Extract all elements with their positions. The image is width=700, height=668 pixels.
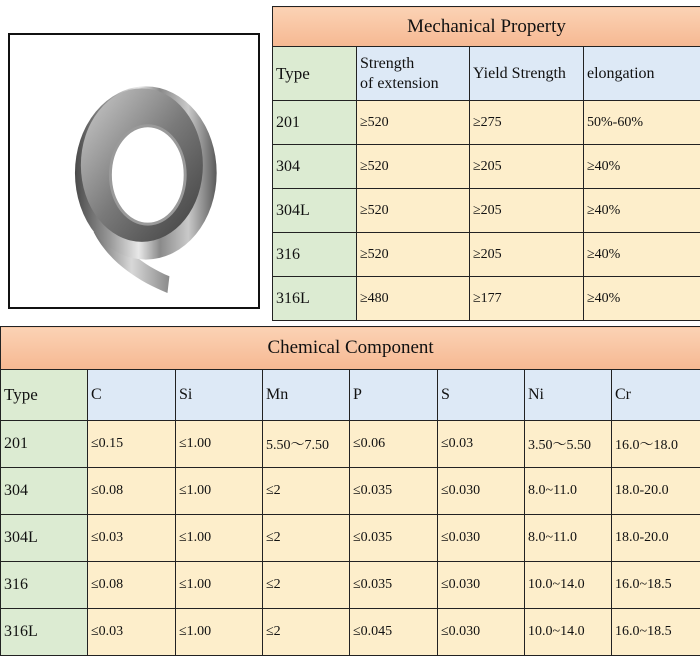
mech-value-cell: ≥177 xyxy=(470,277,584,321)
mech-value-cell: ≥40% xyxy=(584,145,700,189)
chem-row xyxy=(1,468,700,515)
chem-value-cell: 10.0~14.0 xyxy=(525,562,612,609)
chem-value-cell: 16.0~18.5 xyxy=(612,562,700,609)
chem-value-cell: ≤1.00 xyxy=(176,609,263,656)
chem-value-cell: ≤0.06 xyxy=(350,421,438,468)
chem-value-cell: ≤2 xyxy=(263,562,350,609)
mech-value-cell: ≥40% xyxy=(584,189,700,233)
mechanical-title: Mechanical Property xyxy=(273,7,700,47)
mech-row xyxy=(273,145,700,189)
mech-value-cell: ≥40% xyxy=(584,277,700,321)
chem-value-cell: 18.0-20.0 xyxy=(612,468,700,515)
chem-type-cell: 304 xyxy=(1,468,88,515)
chem-type-cell: 316 xyxy=(1,562,88,609)
chem-value-cell: ≤1.00 xyxy=(176,562,263,609)
chem-value-cell: 16.0~18.5 xyxy=(612,609,700,656)
chem-header-mn: Mn xyxy=(263,370,350,421)
chem-value-cell: ≤0.15 xyxy=(88,421,176,468)
mech-header-yield: Yield Strength xyxy=(470,47,584,101)
mech-type-cell: 304 xyxy=(273,145,357,189)
chem-value-cell: ≤0.03 xyxy=(88,609,176,656)
mech-value-cell: 50%-60% xyxy=(584,101,700,145)
mech-header-elongation: elongation xyxy=(584,47,700,101)
chem-value-cell: ≤1.00 xyxy=(176,468,263,515)
mech-row xyxy=(273,189,700,233)
chem-header-cr: Cr xyxy=(612,370,700,421)
chem-header-ni: Ni xyxy=(525,370,612,421)
mech-header-strength-line2: of extension xyxy=(360,74,439,92)
mech-value-cell: ≥520 xyxy=(357,145,470,189)
chem-value-cell: 18.0-20.0 xyxy=(612,515,700,562)
chem-header-type: Type xyxy=(1,370,88,421)
mech-row xyxy=(273,101,700,145)
chem-header-p: P xyxy=(350,370,438,421)
chem-header-c: C xyxy=(88,370,176,421)
chem-header-si: Si xyxy=(176,370,263,421)
mech-type-cell: 304L xyxy=(273,189,357,233)
chem-value-cell: 16.0～18.0 xyxy=(612,421,700,468)
mech-value-cell: ≥40% xyxy=(584,233,700,277)
chem-value-cell: 3.50～5.50 xyxy=(525,421,612,468)
mech-row xyxy=(273,233,700,277)
chem-value-cell: ≤0.035 xyxy=(350,468,438,515)
mech-value-cell: ≥275 xyxy=(470,101,584,145)
chem-type-cell: 316L xyxy=(1,609,88,656)
chem-value-cell: ≤2 xyxy=(263,609,350,656)
chem-row xyxy=(1,515,700,562)
chem-value-cell: ≤0.045 xyxy=(350,609,438,656)
steel-coil-image xyxy=(10,35,258,307)
chem-header-s: S xyxy=(438,370,525,421)
chem-value-cell: ≤2 xyxy=(263,468,350,515)
chem-row xyxy=(1,562,700,609)
chem-value-cell: 10.0~14.0 xyxy=(525,609,612,656)
chem-type-cell: 201 xyxy=(1,421,88,468)
mech-type-cell: 316 xyxy=(273,233,357,277)
chem-value-cell: ≤0.030 xyxy=(438,609,525,656)
chem-value-cell: ≤0.03 xyxy=(88,515,176,562)
mech-value-cell: ≥205 xyxy=(470,145,584,189)
mech-value-cell: ≥520 xyxy=(357,189,470,233)
mech-value-cell: ≥520 xyxy=(357,233,470,277)
chem-value-cell: ≤0.035 xyxy=(350,515,438,562)
chem-value-cell: 5.50～7.50 xyxy=(263,421,350,468)
mech-value-cell: ≥480 xyxy=(357,277,470,321)
chem-value-cell: 8.0~11.0 xyxy=(525,468,612,515)
mech-header-strength-line1: Strength xyxy=(360,54,415,72)
mech-value-cell: ≥205 xyxy=(470,233,584,277)
chem-value-cell: 8.0~11.0 xyxy=(525,515,612,562)
mechanical-property-table xyxy=(272,6,700,321)
chem-value-cell: ≤0.030 xyxy=(438,468,525,515)
chem-type-cell: 304L xyxy=(1,515,88,562)
chem-row xyxy=(1,421,700,468)
chemical-component-table xyxy=(0,326,700,656)
mech-value-cell: ≥205 xyxy=(470,189,584,233)
mech-row xyxy=(273,277,700,321)
chem-value-cell: ≤2 xyxy=(263,515,350,562)
mech-header-type: Type xyxy=(273,47,357,101)
chem-value-cell: ≤0.03 xyxy=(438,421,525,468)
mech-type-cell: 316L xyxy=(273,277,357,321)
mech-type-cell: 201 xyxy=(273,101,357,145)
mech-value-cell: ≥520 xyxy=(357,101,470,145)
chem-row xyxy=(1,609,700,656)
chem-value-cell: ≤1.00 xyxy=(176,515,263,562)
chem-value-cell: ≤0.030 xyxy=(438,562,525,609)
chem-value-cell: ≤0.035 xyxy=(350,562,438,609)
mech-header-strength xyxy=(357,47,470,101)
product-photo xyxy=(8,33,260,309)
chem-value-cell: ≤0.08 xyxy=(88,562,176,609)
chem-value-cell: ≤1.00 xyxy=(176,421,263,468)
chem-value-cell: ≤0.030 xyxy=(438,515,525,562)
chemical-title: Chemical Component xyxy=(1,327,700,370)
chem-value-cell: ≤0.08 xyxy=(88,468,176,515)
